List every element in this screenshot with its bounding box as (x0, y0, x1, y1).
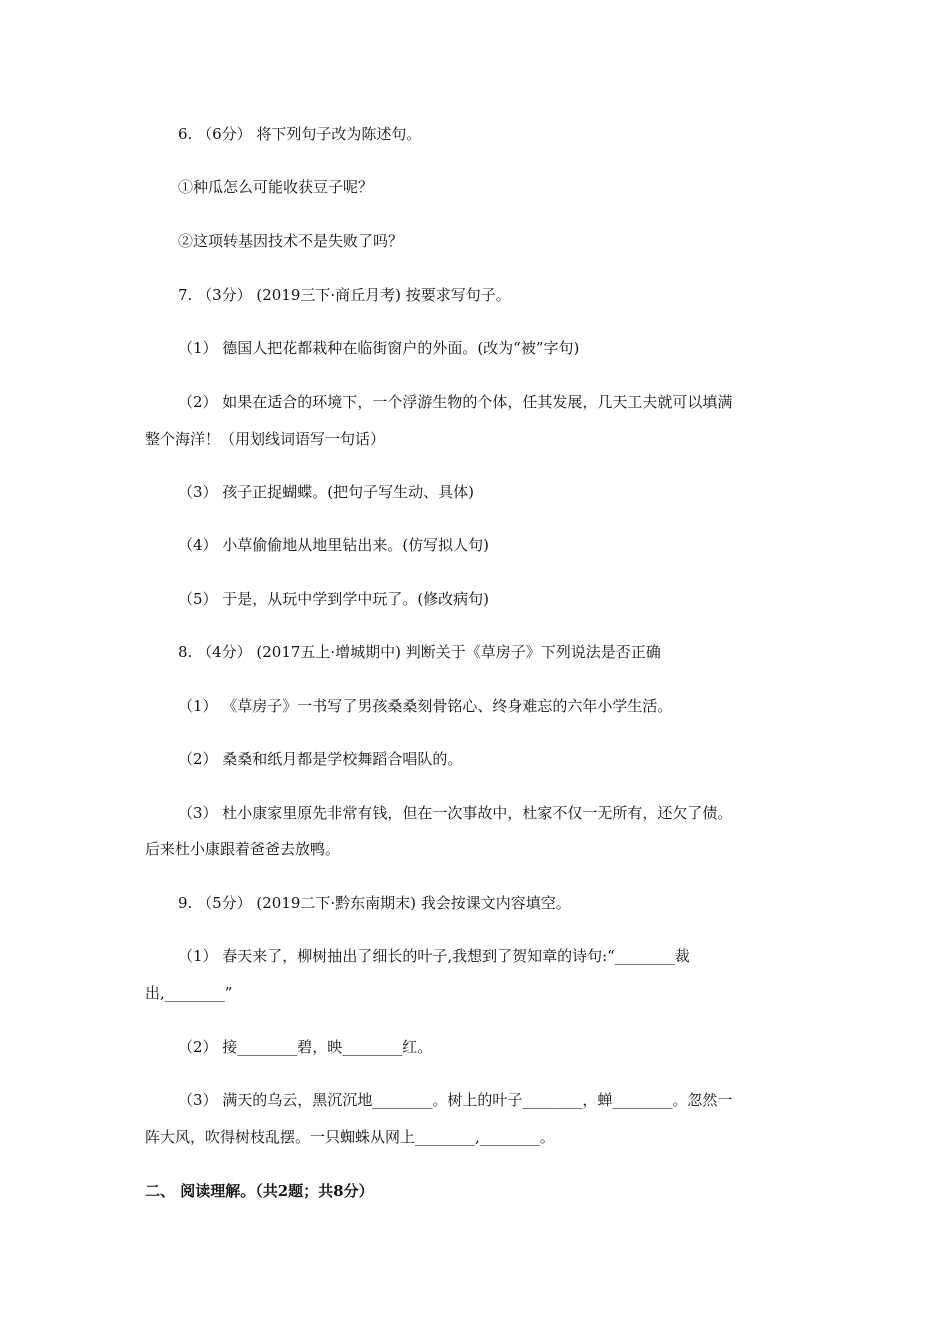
question-6: 6. （6分） 将下列句子改为陈述句。 (178, 125, 422, 143)
question-9-sub-1-continued: 出,________” (145, 984, 233, 1002)
question-9: 9. （5分） (2019二下·黔东南期末) 我会按课文内容填空。 (178, 894, 571, 912)
question-6-item-1: ①种瓜怎么可能收获豆子呢？ (178, 178, 374, 196)
question-8: 8. （4分） (2017五上·增城期中) 判断关于《草房子》下列说法是否正确 (178, 643, 661, 661)
question-9-sub-3-continued: 阵大风，吹得树枝乱摆。一只蜘蛛从网上________,________。 (145, 1128, 555, 1146)
question-7-sub-1: （1） 德国人把花都栽种在临街窗户的外面。(改为“被”字句) (178, 339, 580, 357)
question-8-sub-2: （2） 桑桑和纸月都是学校舞蹈合唱队的。 (178, 750, 463, 768)
question-8-sub-3: （3） 杜小康家里原先非常有钱，但在一次事故中，杜家不仅一无所有，还欠了债。 (178, 804, 733, 822)
question-9-sub-2: （2） 接________碧，映________红。 (178, 1038, 433, 1056)
question-6-item-2: ②这项转基因技术不是失败了吗？ (178, 232, 404, 250)
question-8-sub-1: （1） 《草房子》一书写了男孩桑桑刻骨铭心、终身难忘的六年小学生活。 (178, 697, 673, 715)
question-7: 7. （3分） (2019三下·商丘月考) 按要求写句子。 (178, 286, 511, 304)
section-heading-reading: 二、 阅读理解。（共2题；共8分） (145, 1182, 374, 1200)
question-9-sub-3: （3） 满天的乌云，黑沉沉地________。树上的叶子________，蝉________。忽然一 (178, 1091, 733, 1109)
question-7-sub-2: （2） 如果在适合的环境下，一个浮游生物的个体，任其发展，几天工夫就可以填满 (178, 393, 733, 411)
question-7-sub-2-continued: 整个海洋！（用划线词语写一句话） (145, 430, 386, 448)
question-8-sub-3-continued: 后来杜小康跟着爸爸去放鸭。 (145, 840, 341, 858)
question-7-sub-5: （5） 于是，从玩中学到学中玩了。(修改病句) (178, 590, 490, 608)
question-9-sub-1: （1） 春天来了，柳树抽出了细长的叶子,我想到了贺知章的诗句:“________裁 (178, 947, 690, 965)
question-7-sub-3: （3） 孩子正捉蝴蝶。(把句子写生动、具体) (178, 483, 475, 501)
question-7-sub-4: （4） 小草偷偷地从地里钻出来。(仿写拟人句) (178, 536, 490, 554)
